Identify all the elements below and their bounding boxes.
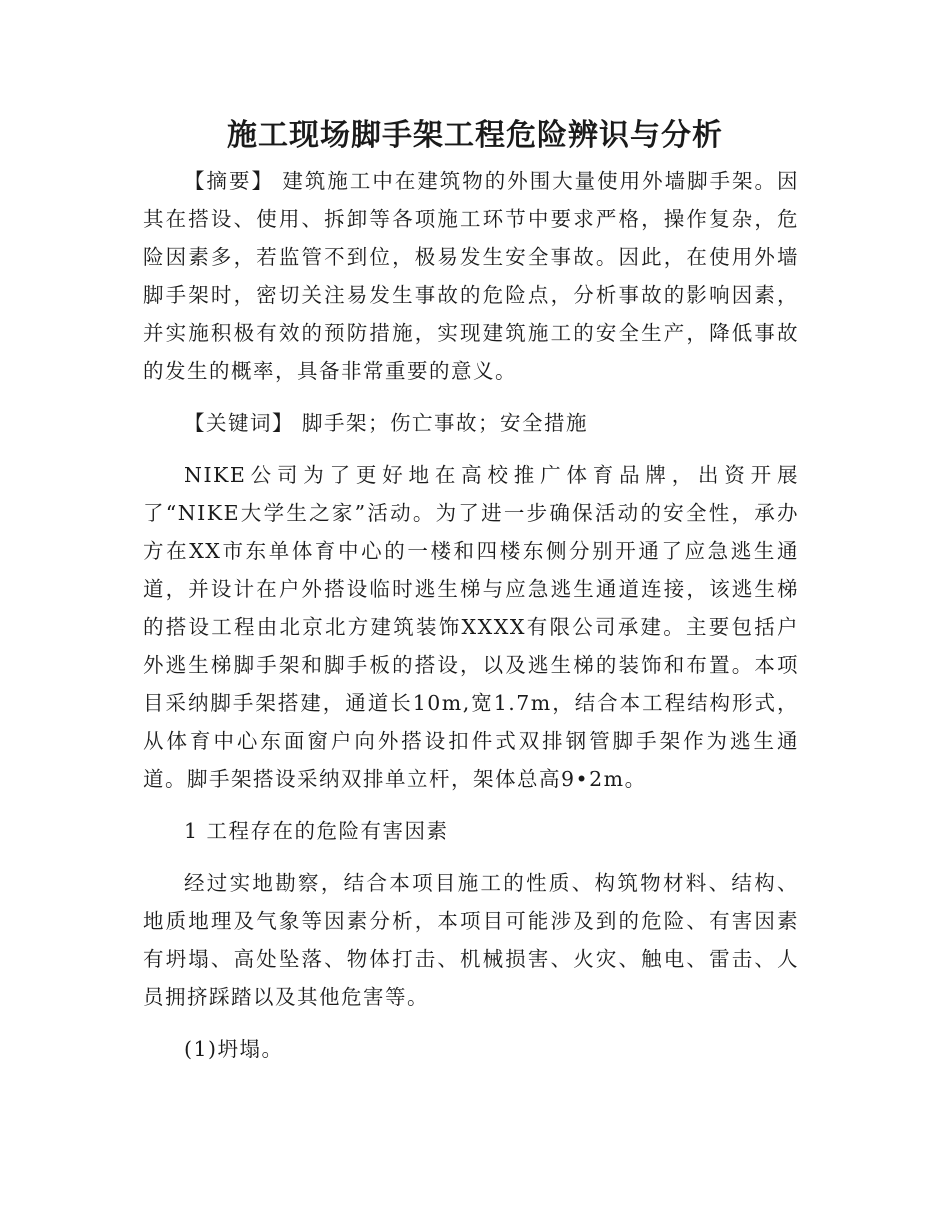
abstract-paragraph bbox=[143, 162, 799, 390]
abstract-label: 【摘要】 bbox=[184, 169, 274, 193]
section-paragraph: 经过实地勘察，结合本项目施工的性质、构筑物材料、结构、地质地理及气象等因素分析，本项目可能涉及到的危险、有害因素有坍塌、高处坠落、物体打击、机械损害、火灾、触电、雷击、人员拥挤踩踏以及其他危害等。 bbox=[143, 871, 799, 1009]
keywords-label: 【关键词】 bbox=[184, 411, 294, 435]
section-heading: 1 工程存在的危险有害因素 bbox=[184, 819, 449, 843]
list-item: (1)坍塌。 bbox=[184, 1037, 284, 1061]
intro-paragraph: NIKE公司为了更好地在高校推广体育品牌，出资开展了“NIKE大学生之家”活动。为了进一步确保活动的安全性，承办方在XX市东单体育中心的一楼和四楼东侧分别开通了应急逃生通道，并设计在户外搭设临时逃生梯与应急逃生通道连接，该逃生梯的搭设工程由北京北方建筑装饰XXXX有限公司承建。主要包括户外逃生梯脚手架和脚手板的搭设，以及逃生梯的装饰和布置。本项目采纳脚手架搭建，通道长10m,宽1.7m，结合本工程结构形式，从体育中心东面窗户向外搭设扣件式双排钢管脚手架作为逃生通道。脚手架搭设采纳双排单立杆，架体总高9•2m。 bbox=[143, 463, 799, 791]
keywords-text: 脚手架；伤亡事故；安全措施 bbox=[294, 411, 589, 435]
keywords-paragraph bbox=[143, 404, 799, 442]
document-title: 施工现场脚手架工程危险辨识与分析 bbox=[227, 118, 723, 153]
abstract-text: 建筑施工中在建筑物的外围大量使用外墙脚手架。因其在搭设、使用、拆卸等各项施工环节中要求严格，操作复杂，危险因素多，若监管不到位，极易发生安全事故。因此，在使用外墙脚手架时，密切关注易发生事故的危险点，分析事故的影响因素，并实施积极有效的预防措施，实现建筑施工的安全生产，降低事故的发生的概率，具备非常重要的意义。 bbox=[143, 169, 800, 383]
document-body bbox=[143, 162, 799, 1082]
